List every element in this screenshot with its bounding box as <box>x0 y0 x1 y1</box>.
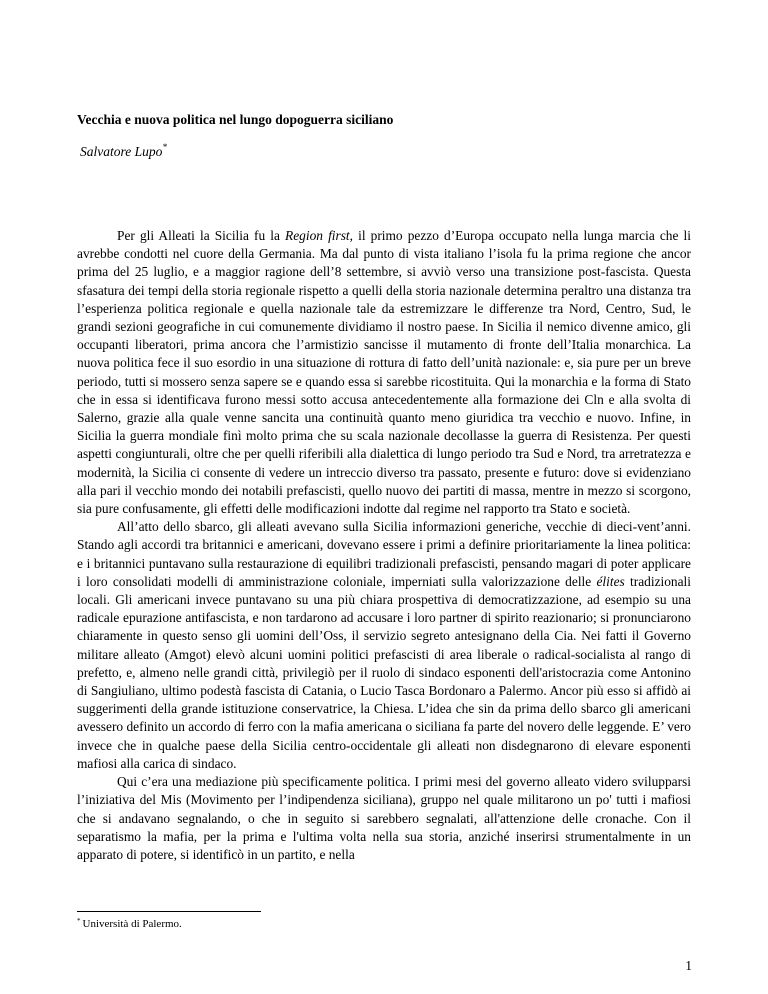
author-name <box>80 144 167 160</box>
paragraph-2-text-a: All’atto dello sbarco, gli alleati avevano sulla Sicilia informazioni generiche, vecchie di dieci-vent’anni. Stando agli accordi tra britannici e americani, dovevano essere i primi a definire prioritariamente la linea politica: e i britannici puntavano sulla restaurazione di equilibri tradizionali prefascisti, pensando magari di poter applicare i loro consolidati modelli di amministrazione coloniale, imperniati sulla valorizzazione delle <box>77 519 691 589</box>
page-number: 1 <box>685 958 692 973</box>
footnote-separator <box>77 911 261 912</box>
author-name-text: Salvatore Lupo <box>80 144 163 159</box>
paragraph-2 <box>77 518 691 773</box>
paragraph-1-text-a: Per gli Alleati la Sicilia fu la <box>117 228 286 243</box>
footnote <box>77 918 182 930</box>
paragraph-1 <box>77 227 691 518</box>
author-footnote-mark: * <box>162 142 167 152</box>
paragraph-3: Qui c’era una mediazione più specificamente politica. I primi mesi del governo alleato videro svilupparsi l’iniziativa del Mis (Movimento per l’indipendenza siciliana), gruppo nel quale militarono un po' tutti i mafiosi che si andavano segnalando, o che in seguito si sarebbero segnalati, all'attenzione delle cronache. Con il separatismo la mafia, per la prima e l'ultima volta nella sua storia, anziché inserirsi strumentalmente in un apparato di potere, si identificò in un partito, e nella <box>77 774 691 862</box>
paragraph-2-emphasis: élites <box>596 573 625 589</box>
article-title: Vecchia e nuova politica nel lungo dopoguerra siciliano <box>77 112 394 127</box>
article-body <box>77 227 691 864</box>
paragraph-1-text-b: , il primo pezzo d’Europa occupato nella lunga marcia che li avrebbe condotti nel cuore della Germania. Ma dal punto di vista italiano l’isola fu la prima regione che ancor prima del 25 luglio, e a maggior ragione dell’8 settembre, si avviò verso una transizione post-fascista. Questa sfasatura dei tempi della storia regionale rispetto a quelli della storia nazionale determina peraltro una distanza tra l’esperienza politica regionale e quella nazionale tale da estremizzare le differenze tra Nord, Centro, Sud, le grandi sezioni geografiche in cui comunemente dividiamo il nostro paese. In Sicilia il nemico divenne amico, gli occupanti liberatori, prima ancora che l’armistizio sancisse il mutamento di fronte dell’Italia monarchica. La nuova politica fece il suo esordio in una situazione di rottura di fatto dell’unità nazionale: e, sia pure per un breve periodo, tutti si mossero senza sapere se e quando essa si sarebbe ricostituita. Qui la monarchia e la forma di Stato che in essa si identificava furono messi sotto accusa antecedentemente alla formazione dei Cln e alla svolta di Salerno, grazie alla quale venne sancita una continuità quanto meno giuridica tra vecchio e nuovo. Infine, in Sicilia la guerra mondiale finì molto prima che su scala nazionale decollasse la guerra di Resistenza. Per questi aspetti congiunturali, oltre che per quelli riferibili alla dialettica di lungo periodo tra Sud e Nord, tra arretratezza e modernità, la Sicilia ci consente di vedere un intreccio diverso tra passato, presente e futuro: dove si evidenziano alla pari il vecchio mondo dei notabili prefascisti, quello nuovo dei partiti di massa, mentre in mezzo si scorgono, sia pure confusamente, gli effetti delle modificazioni indotte dal regime nel rapporto tra Stato e società. <box>77 228 691 517</box>
paragraph-2-text-b: tradizionali locali. Gli americani invece puntavano su una più chiara prospettiva di democratizzazione, ad esempio su una radicale epurazione antifascista, e non tardarono ad accusare i loro partner di spirito reazionario; si pronunciarono chiaramente in questo senso gli uomini dell’Oss, il servizio segreto antesignano della Cia. Nei fatti il Governo militare alleato (Amgot) elevò alcuni uomini politici prefascisti di area liberale o radical-socialista al rango di prefetto, e, almeno nelle grandi città, privilegiò per il ruolo di sindaco esponenti dell'aristocrazia come Antonino di Sangiuliano, ultimo podestà fascista di Catania, o Lucio Tasca Bordonaro a Palermo. Ancor più esso si affidò ai suggerimenti della grande istituzione conservatrice, la Chiesa. L’idea che sin da prima dello sbarco gli americani avessero definito un accordo di ferro con la mafia americana o siciliana fa parte del novero delle leggende. E’ vero invece che in qualche paese della Sicilia centro-occidentale gli alleati non disdegnarono di elevare esponenti mafiosi alla carica di sindaco. <box>77 573 692 771</box>
paragraph-1-emphasis: Region first <box>285 228 350 243</box>
footnote-text: Università di Palermo. <box>82 918 182 930</box>
footnote-mark: * <box>77 917 81 925</box>
